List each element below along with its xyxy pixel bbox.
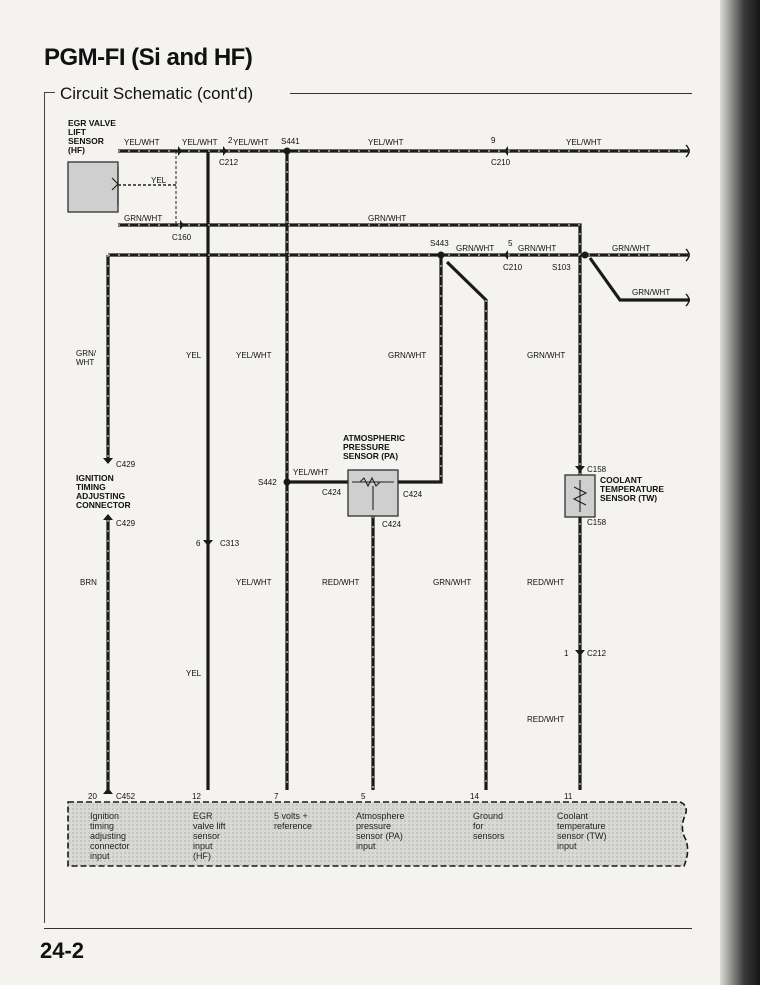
splice-s441: S441 bbox=[281, 137, 300, 146]
conn-c160: C160 bbox=[172, 233, 192, 242]
svg-text:sensor (TW): sensor (TW) bbox=[557, 831, 607, 841]
label-wht: WHT bbox=[76, 358, 95, 367]
ign-connector-label-2: TIMING bbox=[76, 482, 106, 492]
conn-c424-bottom: C424 bbox=[382, 520, 402, 529]
wire-grn-wht-pa bbox=[398, 255, 441, 482]
pin-2: 2 bbox=[228, 136, 233, 145]
conn-c424-right: C424 bbox=[403, 490, 423, 499]
splice-points bbox=[284, 148, 589, 486]
atmospheric-pressure-sensor bbox=[348, 470, 398, 516]
wire-grn-wht-ground bbox=[447, 262, 486, 790]
svg-text:Ground: Ground bbox=[473, 811, 504, 821]
label-yel-wht-low: YEL/WHT bbox=[236, 578, 272, 587]
label-yel-wht-1: YEL/WHT bbox=[124, 138, 160, 147]
pa-sensor-label-1: ATMOSPHERIC bbox=[343, 433, 406, 443]
conn-c429-top: C429 bbox=[116, 460, 136, 469]
label-yel-wht-4: YEL/WHT bbox=[368, 138, 404, 147]
svg-text:Atmosphere: Atmosphere bbox=[356, 811, 405, 821]
connector-symbols bbox=[103, 146, 585, 794]
ign-connector-label-3: ADJUSTING bbox=[76, 491, 126, 501]
pin-20: 20 bbox=[88, 792, 97, 801]
svg-text:Ignition: Ignition bbox=[90, 811, 120, 821]
pin-9: 9 bbox=[491, 136, 496, 145]
conn-c158-top: C158 bbox=[587, 465, 607, 474]
label-grn-wht-sensor: GRN/WHT bbox=[124, 214, 163, 223]
ign-connector-label-1: IGNITION bbox=[76, 473, 114, 483]
page-number: 24-2 bbox=[40, 938, 85, 963]
pin-14: 14 bbox=[470, 792, 479, 801]
pin-5: 5 bbox=[361, 792, 366, 801]
svg-text:5 volts +: 5 volts + bbox=[274, 811, 308, 821]
tw-sensor-label-2: TEMPERATURE bbox=[600, 484, 665, 494]
coolant-temperature-sensor bbox=[565, 475, 595, 517]
wire-end-marks bbox=[686, 145, 689, 306]
tw-sensor-label-1: COOLANT bbox=[600, 475, 643, 485]
svg-text:Coolant: Coolant bbox=[557, 811, 589, 821]
label-grn-wht-c210: GRN/WHT bbox=[518, 244, 557, 253]
conn-c212: C212 bbox=[219, 158, 239, 167]
svg-text:temperature: temperature bbox=[557, 821, 606, 831]
egr-sensor-label-1: EGR VALVE bbox=[68, 118, 116, 128]
label-brn: BRN bbox=[80, 578, 97, 587]
egr-sensor-label-3: SENSOR bbox=[68, 136, 104, 146]
svg-text:pressure: pressure bbox=[356, 821, 392, 831]
conn-c424-left: C424 bbox=[322, 488, 342, 497]
egr-sensor-label-4: (HF) bbox=[68, 145, 85, 155]
label-yel-wht-pa: YEL/WHT bbox=[293, 468, 329, 477]
label-yel-wht-drop: YEL/WHT bbox=[236, 351, 272, 360]
splice-s442: S442 bbox=[258, 478, 277, 487]
page-subtitle: Circuit Schematic (cont'd) bbox=[60, 84, 254, 103]
label-red-wht-pa: RED/WHT bbox=[322, 578, 360, 587]
label-yel-wht-3: YEL/WHT bbox=[233, 138, 269, 147]
label-red-wht-tw: RED/WHT bbox=[527, 578, 565, 587]
label-yel-wht-2: YEL/WHT bbox=[182, 138, 218, 147]
pin-11: 11 bbox=[564, 792, 573, 801]
label-grn-slash: GRN/ bbox=[76, 349, 96, 358]
label-yel-sensor: YEL bbox=[151, 176, 167, 185]
svg-text:reference: reference bbox=[274, 821, 313, 831]
egr-sensor-label-2: LIFT bbox=[68, 127, 86, 137]
pin-1: 1 bbox=[564, 649, 569, 658]
pin-6: 6 bbox=[196, 539, 201, 548]
svg-text:input: input bbox=[557, 841, 577, 851]
splice-s103: S103 bbox=[552, 263, 571, 272]
tw-sensor-label-3: SENSOR (TW) bbox=[600, 493, 658, 503]
page-title: PGM-FI (Si and HF) bbox=[44, 44, 253, 71]
svg-text:adjusting: adjusting bbox=[90, 831, 127, 841]
conn-c210-top: C210 bbox=[491, 158, 511, 167]
svg-text:sensor (PA): sensor (PA) bbox=[356, 831, 403, 841]
conn-c158-bottom: C158 bbox=[587, 518, 607, 527]
splice-s443: S443 bbox=[430, 239, 449, 248]
svg-text:input: input bbox=[356, 841, 376, 851]
label-red-wht-tw2: RED/WHT bbox=[527, 715, 565, 724]
label-grn-wht-mid: GRN/WHT bbox=[368, 214, 407, 223]
svg-text:timing: timing bbox=[90, 821, 115, 831]
conn-c210: C210 bbox=[503, 263, 523, 272]
label-grn-wht-right: GRN/WHT bbox=[612, 244, 651, 253]
pin-5-c210: 5 bbox=[508, 239, 513, 248]
pin-7: 7 bbox=[274, 792, 279, 801]
label-grn-wht-pa: GRN/WHT bbox=[388, 351, 427, 360]
label-grn-wht-branch: GRN/WHT bbox=[632, 288, 671, 297]
conn-c429-bottom: C429 bbox=[116, 519, 136, 528]
svg-text:input: input bbox=[90, 851, 110, 861]
ecu-terminal-3 bbox=[274, 811, 312, 831]
pa-sensor-label-3: SENSOR (PA) bbox=[343, 451, 399, 461]
label-grn-wht-tw: GRN/WHT bbox=[527, 351, 566, 360]
label-grn-wht-s443: GRN/WHT bbox=[456, 244, 495, 253]
conn-c313: C313 bbox=[220, 539, 240, 548]
svg-text:sensor: sensor bbox=[193, 831, 221, 841]
label-grn-wht-low: GRN/WHT bbox=[433, 578, 472, 587]
pa-sensor-label-2: PRESSURE bbox=[343, 442, 390, 452]
label-yel-low: YEL bbox=[186, 669, 202, 678]
svg-text:input: input bbox=[193, 841, 213, 851]
conn-c452: C452 bbox=[116, 792, 136, 801]
conn-c212-tw: C212 bbox=[587, 649, 607, 658]
ign-connector-label-4: CONNECTOR bbox=[76, 500, 131, 510]
label-yel-left: YEL bbox=[186, 351, 202, 360]
svg-text:sensors: sensors bbox=[473, 831, 505, 841]
label-yel-wht-5: YEL/WHT bbox=[566, 138, 602, 147]
pin-12: 12 bbox=[192, 792, 201, 801]
svg-text:EGR: EGR bbox=[193, 811, 213, 821]
svg-text:connector: connector bbox=[90, 841, 130, 851]
svg-text:for: for bbox=[473, 821, 484, 831]
svg-text:valve lift: valve lift bbox=[193, 821, 226, 831]
svg-text:(HF): (HF) bbox=[193, 851, 211, 861]
